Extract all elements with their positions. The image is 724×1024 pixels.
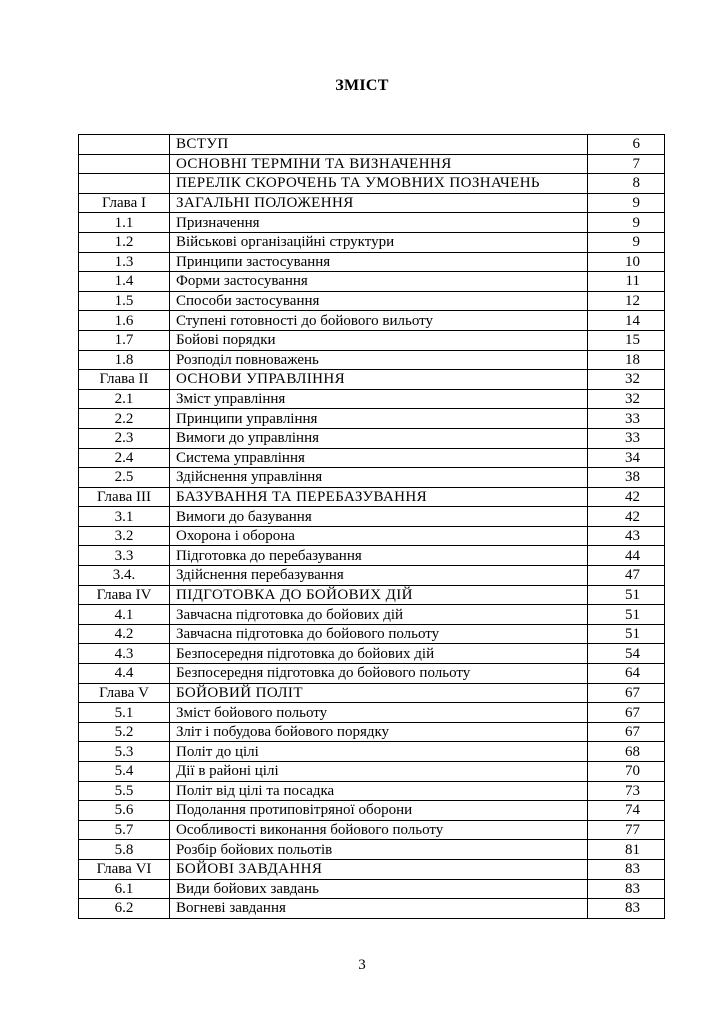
toc-row <box>79 683 665 703</box>
toc-page-number: 42 <box>588 487 665 507</box>
toc-section-number <box>79 174 170 194</box>
toc-row <box>79 370 665 390</box>
toc-section-title: Принципи управління <box>170 409 588 429</box>
toc-section-number: 5.4 <box>79 762 170 782</box>
toc-page-number: 32 <box>588 389 665 409</box>
toc-section-title: Підготовка до перебазування <box>170 546 588 566</box>
toc-section-title: Політ до цілі <box>170 742 588 762</box>
toc-page-number: 83 <box>588 899 665 919</box>
toc-section-number: 6.2 <box>79 899 170 919</box>
toc-page-number: 67 <box>588 722 665 742</box>
toc-row <box>79 272 665 292</box>
toc-section-title: Безпосередня підготовка до бойових дій <box>170 644 588 664</box>
toc-page-number: 6 <box>588 135 665 155</box>
toc-section-number: 5.6 <box>79 801 170 821</box>
toc-row <box>79 389 665 409</box>
toc-page-number: 8 <box>588 174 665 194</box>
toc-row <box>79 762 665 782</box>
toc-section-number: 5.3 <box>79 742 170 762</box>
toc-section-title: Здійснення перебазування <box>170 566 588 586</box>
toc-section-number: 5.2 <box>79 722 170 742</box>
toc-page-number: 32 <box>588 370 665 390</box>
toc-page-number: 67 <box>588 703 665 723</box>
toc-section-title: Політ від цілі та посадка <box>170 781 588 801</box>
toc-section-title: Охорона і оборона <box>170 526 588 546</box>
toc-section-number: 2.4 <box>79 448 170 468</box>
toc-row <box>79 213 665 233</box>
toc-page-number: 68 <box>588 742 665 762</box>
toc-row <box>79 193 665 213</box>
toc-row <box>79 566 665 586</box>
toc-section-title: Вимоги до управління <box>170 428 588 448</box>
toc-row <box>79 330 665 350</box>
toc-row <box>79 801 665 821</box>
toc-page-number: 64 <box>588 664 665 684</box>
toc-section-number: 3.3 <box>79 546 170 566</box>
toc-section-number: 1.5 <box>79 291 170 311</box>
toc-page-number: 83 <box>588 879 665 899</box>
toc-row <box>79 840 665 860</box>
toc-section-title: Здійснення управління <box>170 468 588 488</box>
toc-page-number: 54 <box>588 644 665 664</box>
toc-section-number: 4.3 <box>79 644 170 664</box>
toc-section-title: Види бойових завдань <box>170 879 588 899</box>
toc-section-number: 1.2 <box>79 232 170 252</box>
toc-section-title: Безпосередня підготовка до бойового польоту <box>170 664 588 684</box>
toc-row <box>79 350 665 370</box>
toc-section-number: 4.1 <box>79 605 170 625</box>
toc-page-number: 12 <box>588 291 665 311</box>
toc-section-number: 2.3 <box>79 428 170 448</box>
toc-page-number: 33 <box>588 409 665 429</box>
toc-page-number: 70 <box>588 762 665 782</box>
toc-page-number: 77 <box>588 820 665 840</box>
toc-page-number: 38 <box>588 468 665 488</box>
toc-row <box>79 859 665 879</box>
toc-page-number: 47 <box>588 566 665 586</box>
toc-section-number: 3.4. <box>79 566 170 586</box>
toc-section-title: Ступені готовності до бойового вильоту <box>170 311 588 331</box>
toc-page-number: 73 <box>588 781 665 801</box>
toc-section-number <box>79 154 170 174</box>
toc-section-title: Призначення <box>170 213 588 233</box>
toc-section-title: БОЙОВІ ЗАВДАННЯ <box>170 859 588 879</box>
toc-row <box>79 820 665 840</box>
toc-page-number: 9 <box>588 232 665 252</box>
toc-row <box>79 605 665 625</box>
toc-row <box>79 664 665 684</box>
toc-section-title: ОСНОВИ УПРАВЛІННЯ <box>170 370 588 390</box>
toc-section-title: ЗАГАЛЬНІ ПОЛОЖЕННЯ <box>170 193 588 213</box>
toc-page-number: 7 <box>588 154 665 174</box>
toc-page-number: 33 <box>588 428 665 448</box>
toc-page-number: 43 <box>588 526 665 546</box>
toc-section-number: 1.3 <box>79 252 170 272</box>
toc-section-title: ПЕРЕЛІК СКОРОЧЕНЬ ТА УМОВНИХ ПОЗНАЧЕНЬ <box>170 174 588 194</box>
toc-section-title: Військові організаційні структури <box>170 232 588 252</box>
toc-row <box>79 899 665 919</box>
toc-section-title: Бойові порядки <box>170 330 588 350</box>
toc-section-number: 1.4 <box>79 272 170 292</box>
toc-section-number <box>79 135 170 155</box>
toc-section-title: Зліт і побудова бойового порядку <box>170 722 588 742</box>
toc-section-title: Зміст бойового польоту <box>170 703 588 723</box>
toc-row <box>79 291 665 311</box>
toc-section-number: Глава II <box>79 370 170 390</box>
toc-section-number: 2.1 <box>79 389 170 409</box>
toc-row <box>79 487 665 507</box>
toc-section-number: 1.7 <box>79 330 170 350</box>
toc-section-title: Форми застосування <box>170 272 588 292</box>
toc-section-title: БАЗУВАННЯ ТА ПЕРЕБАЗУВАННЯ <box>170 487 588 507</box>
toc-row <box>79 644 665 664</box>
toc-section-number: 5.1 <box>79 703 170 723</box>
toc-section-number: 3.1 <box>79 507 170 527</box>
toc-section-number: 4.4 <box>79 664 170 684</box>
toc-page-number: 10 <box>588 252 665 272</box>
toc-page-number: 44 <box>588 546 665 566</box>
toc-section-title: ПІДГОТОВКА ДО БОЙОВИХ ДІЙ <box>170 585 588 605</box>
toc-page-number: 81 <box>588 840 665 860</box>
toc-section-number: 1.8 <box>79 350 170 370</box>
toc-row <box>79 409 665 429</box>
toc-row <box>79 526 665 546</box>
toc-section-title: Принципи застосування <box>170 252 588 272</box>
toc-row <box>79 546 665 566</box>
toc-section-title: Розподіл повноважень <box>170 350 588 370</box>
toc-page-number: 83 <box>588 859 665 879</box>
toc-page-number: 11 <box>588 272 665 292</box>
toc-section-title: ОСНОВНІ ТЕРМІНИ ТА ВИЗНАЧЕННЯ <box>170 154 588 174</box>
toc-section-title: Вимоги до базування <box>170 507 588 527</box>
toc-row <box>79 135 665 155</box>
toc-section-title: Особливості виконання бойового польоту <box>170 820 588 840</box>
toc-row <box>79 781 665 801</box>
toc-section-number: 5.5 <box>79 781 170 801</box>
toc-section-number: 4.2 <box>79 624 170 644</box>
toc-section-title: Завчасна підготовка до бойових дій <box>170 605 588 625</box>
toc-section-number: 3.2 <box>79 526 170 546</box>
toc-page-number: 67 <box>588 683 665 703</box>
toc-page-number: 9 <box>588 193 665 213</box>
toc-row <box>79 507 665 527</box>
toc-section-title: Зміст управління <box>170 389 588 409</box>
toc-section-number: 2.2 <box>79 409 170 429</box>
toc-section-title: Подолання протиповітряної оборони <box>170 801 588 821</box>
toc-page-number: 74 <box>588 801 665 821</box>
toc-row <box>79 174 665 194</box>
toc-section-number: Глава V <box>79 683 170 703</box>
toc-section-title: Дії в районі цілі <box>170 762 588 782</box>
toc-section-number: 1.1 <box>79 213 170 233</box>
toc-section-number: 5.7 <box>79 820 170 840</box>
toc-section-title: Вогневі завдання <box>170 899 588 919</box>
page-number: 3 <box>358 957 366 973</box>
toc-section-number: 6.1 <box>79 879 170 899</box>
toc-page-number: 51 <box>588 585 665 605</box>
toc-row <box>79 252 665 272</box>
toc-section-title: БОЙОВИЙ ПОЛІТ <box>170 683 588 703</box>
toc-row <box>79 428 665 448</box>
toc-row <box>79 742 665 762</box>
toc-row <box>79 154 665 174</box>
toc-row <box>79 585 665 605</box>
toc-row <box>79 468 665 488</box>
toc-section-number: Глава I <box>79 193 170 213</box>
toc-page-number: 14 <box>588 311 665 331</box>
toc-section-title: Розбір бойових польотів <box>170 840 588 860</box>
toc-section-number: 5.8 <box>79 840 170 860</box>
toc-page-number: 9 <box>588 213 665 233</box>
toc-body <box>79 135 665 919</box>
toc-section-number: Глава IV <box>79 585 170 605</box>
toc-row <box>79 624 665 644</box>
toc-page-number: 15 <box>588 330 665 350</box>
toc-row <box>79 232 665 252</box>
toc-section-number: 2.5 <box>79 468 170 488</box>
toc-section-number: 1.6 <box>79 311 170 331</box>
toc-section-title: ВСТУП <box>170 135 588 155</box>
toc-section-title: Завчасна підготовка до бойового польоту <box>170 624 588 644</box>
toc-row <box>79 703 665 723</box>
page-title: ЗМІСТ <box>335 77 389 94</box>
toc-section-title: Система управління <box>170 448 588 468</box>
toc-page-number: 51 <box>588 624 665 644</box>
toc-page-number: 18 <box>588 350 665 370</box>
toc-page-number: 42 <box>588 507 665 527</box>
toc-page-number: 51 <box>588 605 665 625</box>
toc-row <box>79 879 665 899</box>
toc-row <box>79 722 665 742</box>
toc-section-number: Глава VI <box>79 859 170 879</box>
table-of-contents <box>78 134 665 919</box>
toc-section-title: Способи застосування <box>170 291 588 311</box>
toc-page-number: 34 <box>588 448 665 468</box>
toc-row <box>79 311 665 331</box>
toc-section-number: Глава III <box>79 487 170 507</box>
toc-row <box>79 448 665 468</box>
